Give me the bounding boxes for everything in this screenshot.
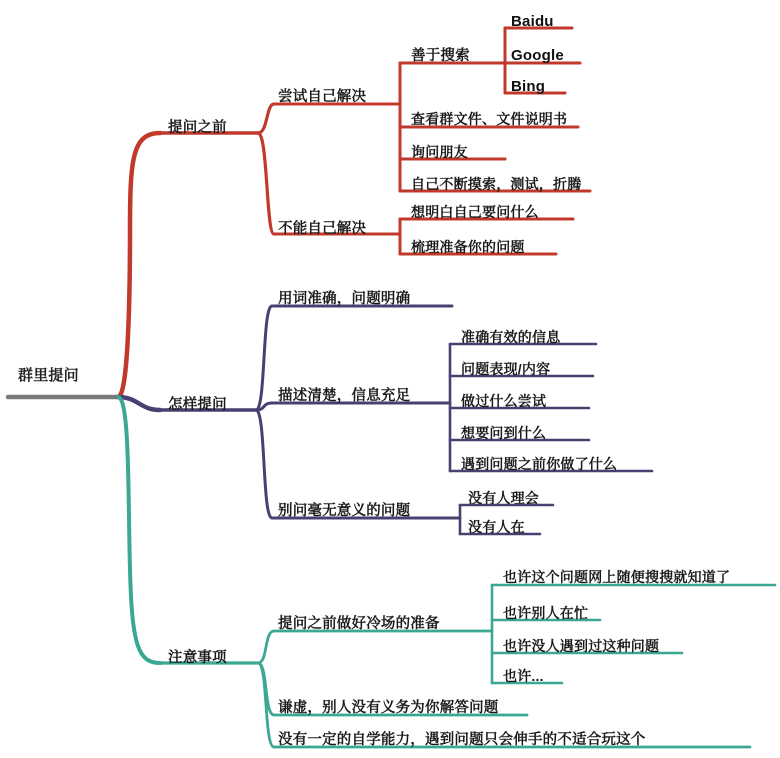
node-problem-symptom[interactable]: 问题表现/内容: [461, 361, 551, 377]
node-branch-2[interactable]: 怎样提问: [168, 397, 227, 413]
node-ask-friends[interactable]: 询问朋友: [411, 144, 468, 160]
node-branch-3[interactable]: 注意事项: [168, 650, 227, 666]
node-root[interactable]: 群里提问: [18, 367, 79, 384]
connector-b2-c3: [256, 410, 272, 518]
connector-b1-c1: [258, 104, 274, 133]
node-nobody-cares[interactable]: 没有人理会: [468, 490, 539, 506]
node-bing[interactable]: Bing: [511, 78, 546, 95]
node-google[interactable]: Google: [511, 47, 564, 64]
connector-b1-c2: [258, 133, 274, 234]
node-precise-wording[interactable]: 用词准确，问题明确: [278, 291, 411, 307]
node-know-what-to-ask[interactable]: 想明白自己要问什么: [411, 204, 539, 220]
node-no-meaningless-questions[interactable]: 别问毫无意义的问题: [278, 503, 411, 519]
node-what-to-learn[interactable]: 想要问到什么: [461, 425, 547, 441]
node-check-group-files[interactable]: 查看群文件、文件说明书: [411, 111, 568, 127]
node-nobody-here[interactable]: 没有人在: [468, 519, 525, 535]
connector-branch-1: [118, 133, 160, 397]
connector-b3-c1: [258, 631, 274, 663]
node-good-at-search[interactable]: 善于搜索: [411, 48, 470, 64]
node-nobody-had-issue[interactable]: 也许没人遇到过这种问题: [503, 638, 660, 654]
node-prepare-for-silence[interactable]: 提问之前做好冷场的准备: [278, 616, 440, 632]
connector-b3-c3: [258, 663, 274, 747]
connector-b2-c1: [256, 306, 272, 410]
node-self-learning-ability[interactable]: 没有一定的自学能力，遇到问题只会伸手的不适合玩这个: [278, 732, 646, 748]
node-what-did-before[interactable]: 遇到问题之前你做了什么: [461, 456, 618, 472]
connector-branch-3: [118, 397, 160, 663]
node-accurate-info[interactable]: 准确有效的信息: [461, 329, 561, 345]
node-try-solve-yourself[interactable]: 尝试自己解决: [278, 89, 367, 105]
node-searchable-online[interactable]: 也许这个问题网上随便搜搜就知道了: [503, 569, 731, 585]
node-clear-description[interactable]: 描述清楚，信息充足: [278, 388, 411, 404]
node-be-humble[interactable]: 谦虚，别人没有义务为你解答问题: [278, 700, 499, 716]
node-baidu[interactable]: Baidu: [511, 13, 554, 30]
node-what-tried[interactable]: 做过什么尝试: [461, 393, 547, 409]
node-others-busy[interactable]: 也许别人在忙: [503, 605, 589, 621]
node-branch-1[interactable]: 提问之前: [168, 120, 227, 136]
node-keep-exploring[interactable]: 自己不断摸索，测试，折腾: [411, 176, 582, 192]
node-cannot-solve-yourself[interactable]: 不能自己解决: [278, 221, 367, 237]
node-organize-question[interactable]: 梳理准备你的问题: [411, 239, 525, 255]
node-maybe-etc[interactable]: 也许...: [503, 668, 544, 684]
